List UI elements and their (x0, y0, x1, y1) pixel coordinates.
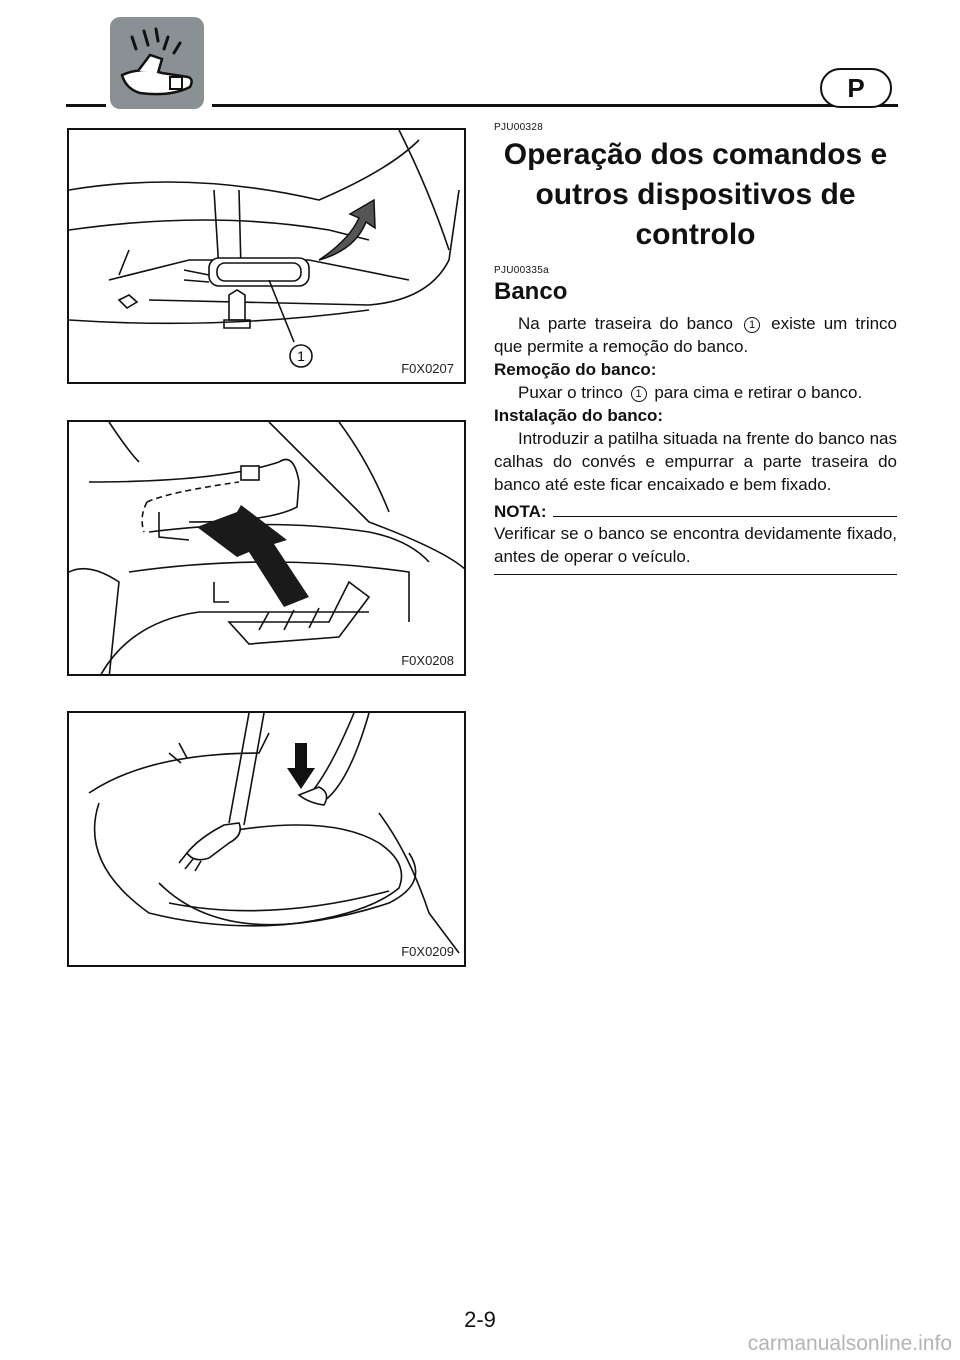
page-title: Operação dos comandos e outros dispositivos de controlo (503, 138, 888, 251)
figure-seat-press (67, 711, 466, 967)
note-text: Verificar se o banco se encontra devidamente fixado, antes de operar o veículo. (494, 524, 897, 566)
figure-seat-latch (67, 128, 466, 384)
intro-paragraph: Na parte traseira do banco 1 existe um trinco que permite a remoção do banco. (494, 314, 898, 356)
header-rule-left (66, 104, 106, 107)
doc-code: PJU00328 (494, 122, 544, 133)
language-badge: P (820, 68, 892, 108)
seat-press-illustration (69, 713, 466, 967)
header-rule-right (212, 104, 898, 107)
install-paragraph: Introduzir a patilha situada na frente do banco nas calhas do convés e empurrar a parte traseira do banco até este ficar encaixado e bem fixado. (494, 429, 897, 494)
watermark: carmanualsonline.info (747, 1332, 952, 1355)
removal-heading: Remoção do banco: (494, 360, 657, 379)
callout-ref: 1 (631, 386, 647, 402)
callout-1: 1 (297, 348, 305, 364)
callout-ref: 1 (744, 317, 760, 333)
section-title: Banco (494, 278, 568, 305)
figure-code: F0X0207 (401, 361, 454, 376)
note-header (494, 502, 897, 522)
figure-seat-install (67, 420, 466, 676)
seat-latch-illustration (69, 130, 466, 384)
install-heading: Instalação do banco: (494, 406, 664, 425)
figure-code: F0X0208 (401, 653, 454, 668)
page-number: 2-9 (464, 1307, 496, 1332)
note-end-rule (494, 574, 897, 575)
doc-code: PJU00335a (494, 265, 549, 276)
text-column (494, 122, 897, 575)
note-rule (553, 516, 897, 517)
note-label: NOTA: (494, 502, 547, 521)
watercraft-icon (110, 17, 204, 109)
removal-paragraph: Puxar o trinco 1 para cima e retirar o banco. (518, 383, 863, 402)
seat-install-illustration (69, 422, 466, 676)
figure-code: F0X0209 (401, 944, 454, 959)
